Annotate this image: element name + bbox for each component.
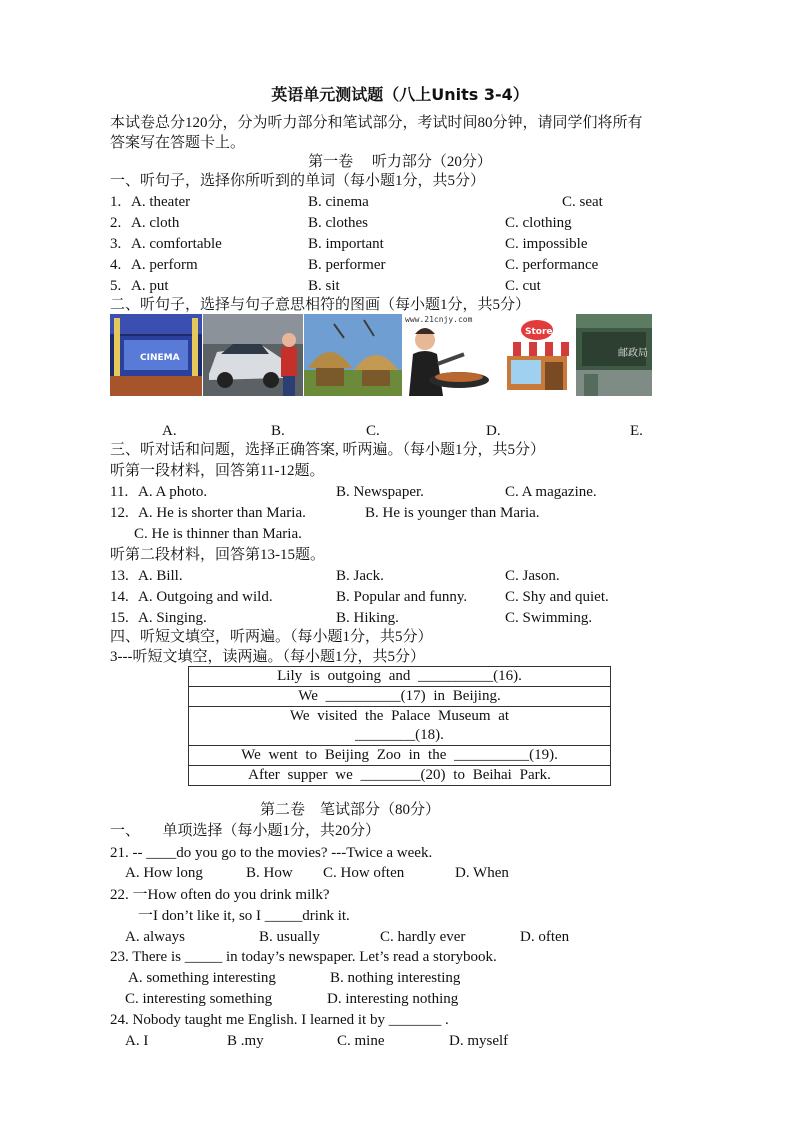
- q11-option-a: A. A photo.: [138, 484, 208, 500]
- q24-option-a: A. I: [125, 1033, 149, 1049]
- q24-option-d: D. myself: [449, 1033, 509, 1049]
- picture-label-b: B.: [271, 423, 285, 439]
- q3-number: 3.: [110, 236, 122, 252]
- q24-option-b: B .my: [227, 1033, 264, 1049]
- q22-stem-2: 一I don’t like it, so I _____drink it.: [138, 908, 350, 924]
- q14-option-c: C. Shy and quiet.: [505, 589, 609, 605]
- q23-option-d: D. interesting nothing: [327, 991, 459, 1007]
- q15-option-b: B. Hiking.: [336, 610, 399, 626]
- table-row: [189, 687, 611, 707]
- q22-option-b: B. usually: [259, 929, 320, 945]
- q2-number: 2.: [110, 215, 122, 231]
- section-1-heading: 一、听句子，选择你所听到的单词（每小题1分，共5分）: [110, 173, 486, 189]
- q3-option-a: A. comfortable: [131, 236, 222, 252]
- q21-option-c: C. How often: [323, 865, 405, 881]
- table-cell: We __________(17) in Beijing.: [189, 687, 611, 707]
- q21-option-b: B. How: [246, 865, 293, 881]
- q12-option-b: B. He is younger than Maria.: [365, 505, 540, 521]
- q4-option-c: C. performance: [505, 257, 599, 273]
- picture-post-office: [576, 314, 652, 396]
- q14-number: 14.: [110, 589, 129, 605]
- q21-option-a: A. How long: [125, 865, 203, 881]
- q3-option-c: C. impossible: [505, 236, 588, 252]
- table-row: [189, 746, 611, 766]
- q2-option-a: A. cloth: [131, 215, 180, 231]
- q15-option-c: C. Swimming.: [505, 610, 593, 626]
- q5-number: 5.: [110, 278, 122, 294]
- picture-label-d: D.: [486, 423, 501, 439]
- q2-option-c: C. clothing: [505, 215, 572, 231]
- q14-option-b: B. Popular and funny.: [336, 589, 468, 605]
- q22-stem: 22. 一How often do you drink milk?: [110, 887, 330, 903]
- q2-option-b: B. clothes: [308, 215, 368, 231]
- q14-option-a: A. Outgoing and wild.: [138, 589, 273, 605]
- q21-option-d: D. When: [455, 865, 509, 881]
- table-cell: After supper we ________(20) to Beihai Park.: [189, 766, 611, 786]
- section-3-heading: 三、听对话和问题，选择正确答案, 听两遍。（每小题1分，共5分）: [110, 442, 546, 458]
- listening-heading: 第一卷 听力部分（20分）: [308, 154, 492, 170]
- cinema-sign: CINEMA: [140, 353, 180, 363]
- q4-option-b: B. performer: [308, 257, 386, 273]
- picture-label-c: C.: [366, 423, 380, 439]
- q15-option-a: A. Singing.: [138, 610, 207, 626]
- intro-line-1: 本试卷总分120分，分为听力部分和笔试部分，考试时间80分钟，请同学们将所有: [110, 115, 643, 131]
- picture-c-huts: [304, 314, 402, 396]
- q15-number: 15.: [110, 610, 129, 626]
- post-office-sign: 邮政局: [618, 348, 648, 359]
- q4-number: 4.: [110, 257, 122, 273]
- q22-option-c: C. hardly ever: [380, 929, 466, 945]
- q1-option-c: C. seat: [562, 194, 603, 210]
- q23-option-c: C. interesting something: [125, 991, 273, 1007]
- q23-stem: 23. There is _____ in today’s newspaper. Let’s read a storybook.: [110, 949, 497, 965]
- material-1-note: 听第一段材料，回答第11-12题。: [110, 463, 325, 479]
- picture-b-car-wash: [203, 314, 303, 396]
- q1-option-a: A. theater: [131, 194, 191, 210]
- table-row: [189, 766, 611, 786]
- q1-option-b: B. cinema: [308, 194, 369, 210]
- watermark: www.21cnjy.com: [405, 315, 473, 324]
- q13-number: 13.: [110, 568, 129, 584]
- q11-option-c: C. A magazine.: [505, 484, 597, 500]
- q22-option-a: A. always: [125, 929, 185, 945]
- q21-stem: 21. -- ____do you go to the movies? ---Twice a week.: [110, 845, 433, 861]
- q23-option-a: A. something interesting: [128, 970, 276, 986]
- q12-number: 12.: [110, 505, 129, 521]
- written-heading: 第二卷 笔试部分（80分）: [260, 802, 441, 818]
- table-row: [189, 667, 611, 687]
- q5-option-c: C. cut: [505, 278, 541, 294]
- q1-number: 1.: [110, 194, 122, 210]
- table-row: [189, 707, 611, 746]
- table-cell-line: We visited the Palace Museum at: [289, 708, 510, 724]
- table-cell: [189, 707, 611, 746]
- q11-number: 11.: [110, 484, 129, 500]
- section-4-heading: 四、听短文填空，听两遍。（每小题1分，共5分）: [110, 629, 433, 645]
- picture-a-cinema: [110, 314, 202, 396]
- table-cell-line: ________(18).: [355, 727, 444, 743]
- q4-option-a: A. perform: [131, 257, 198, 273]
- picture-e-store: [499, 314, 575, 396]
- picture-label-a: A.: [162, 423, 177, 439]
- store-sign: Store: [525, 327, 553, 337]
- q5-option-b: B. sit: [308, 278, 340, 294]
- picture-d-cooking: [403, 314, 498, 396]
- written-section-1-heading: 一、 单项选择（每小题1分，共20分）: [110, 823, 381, 839]
- q13-option-b: B. Jack.: [336, 568, 384, 584]
- intro-line-2: 答案写在答题卡上。: [110, 135, 246, 151]
- q22-option-d: D. often: [520, 929, 570, 945]
- table-cell: We went to Beijing Zoo in the __________(19).: [189, 746, 611, 766]
- material-2-note: 听第二段材料，回答第13-15题。: [110, 547, 325, 563]
- q23-option-b: B. nothing interesting: [330, 970, 461, 986]
- q24-stem: 24. Nobody taught me English. I learned it by _______ .: [110, 1012, 449, 1028]
- fill-in-table: [188, 666, 611, 786]
- q12-option-a: A. He is shorter than Maria.: [138, 505, 306, 521]
- q11-option-b: B. Newspaper.: [336, 484, 424, 500]
- section-2-heading: 二、听句子，选择与句子意思相符的图画（每小题1分，共5分）: [110, 297, 531, 313]
- q12-option-c: C. He is thinner than Maria.: [134, 526, 302, 542]
- q5-option-a: A. put: [131, 278, 169, 294]
- picture-label-e: E.: [630, 423, 643, 439]
- section-4-subheading: 3---听短文填空，读两遍。（每小题1分，共5分）: [110, 649, 425, 665]
- page-title: 英语单元测试题（八上Units 3-4）: [271, 85, 529, 104]
- q3-option-b: B. important: [308, 236, 384, 252]
- q24-option-c: C. mine: [337, 1033, 385, 1049]
- table-cell: Lily is outgoing and __________(16).: [189, 667, 611, 687]
- q13-option-a: A. Bill.: [138, 568, 183, 584]
- q13-option-c: C. Jason.: [505, 568, 560, 584]
